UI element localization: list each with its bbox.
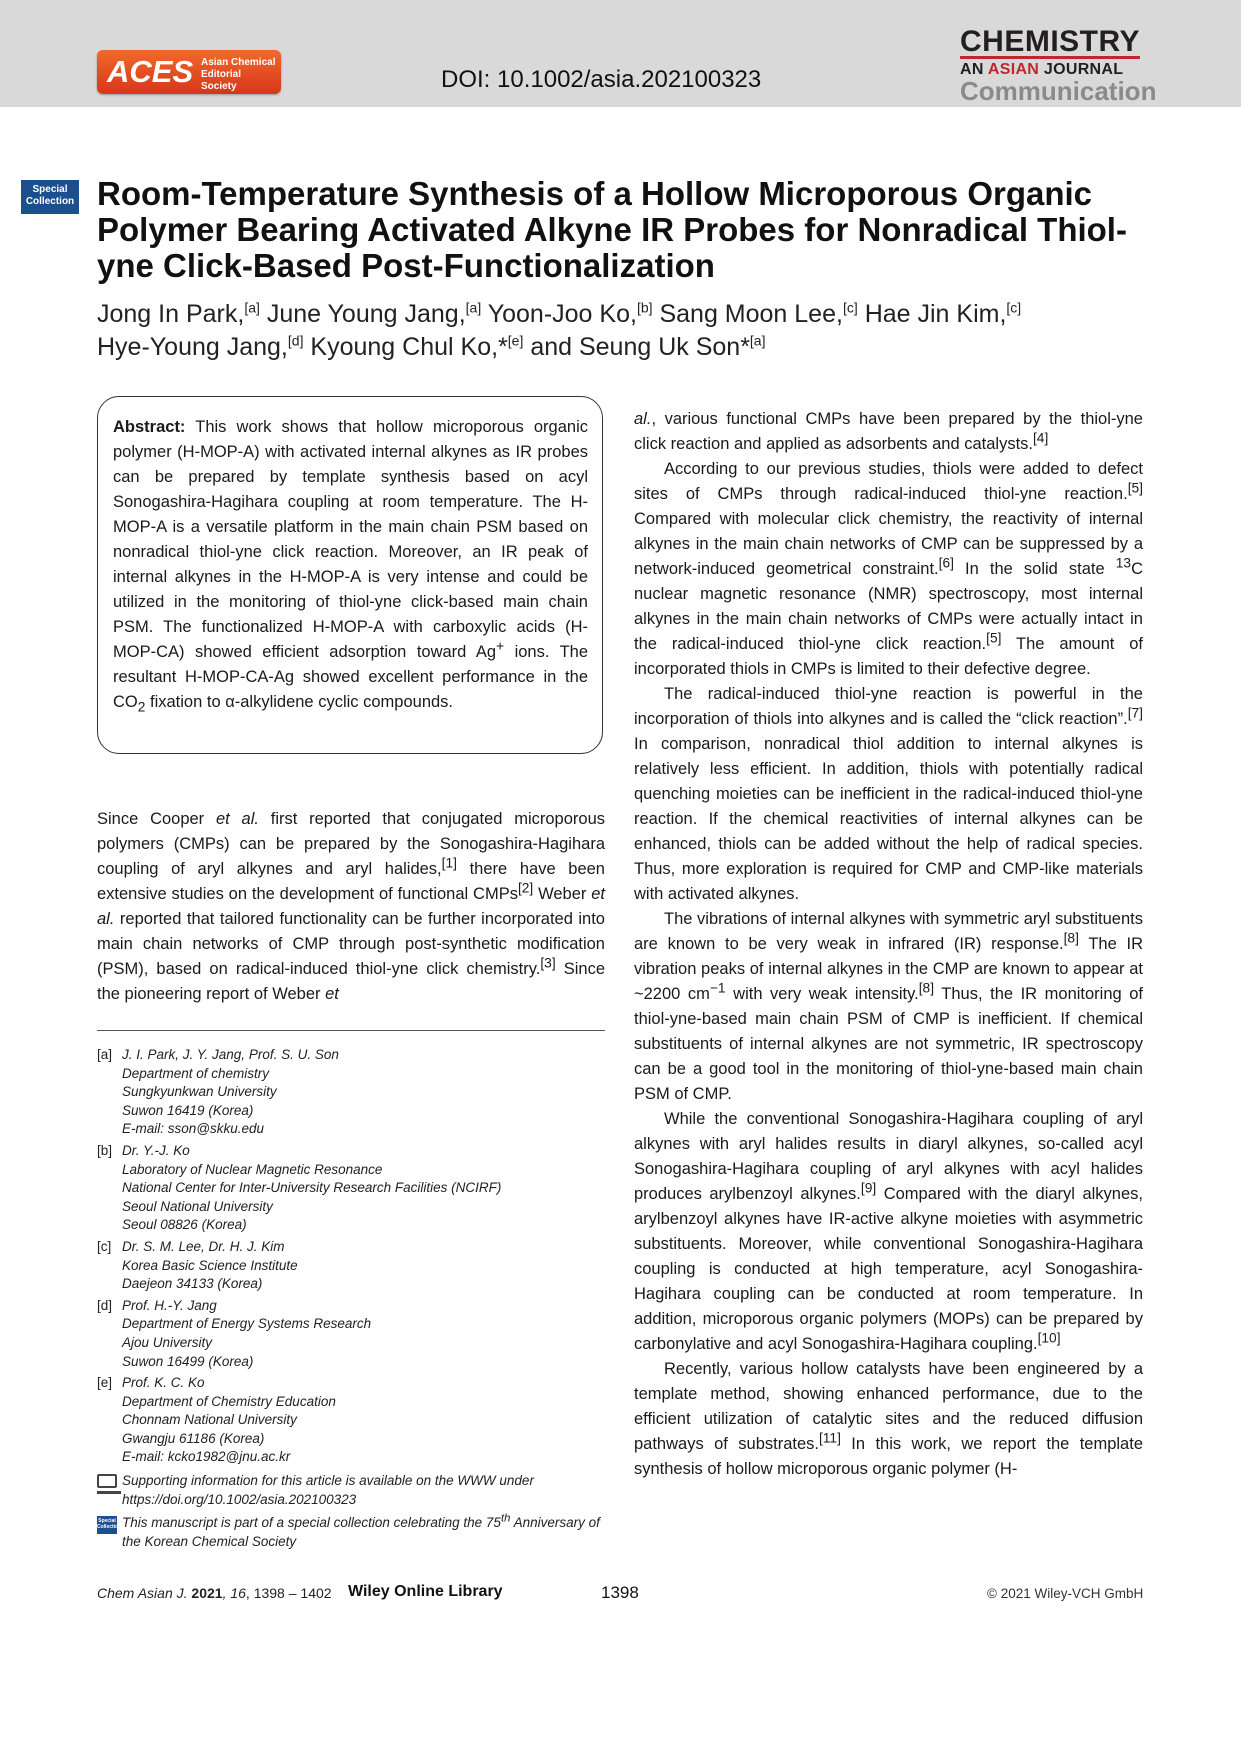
intro-paragraph: Since Cooper et al. first reported that conjugated microporous polymers (CMPs) can be prepared by the Sonogashira-Hagihara coupling of aryl alkynes and aryl halides,[1] there have been extensive studies on the development of functional CMPs[2] Weber et al. reported that tailored functionality can be further incorporated into main chain networks of CMP through post-synthetic modification (PSM), based on radical-induced thiol-yne click chemistry.[3] Since the pioneering report of Weber et [97, 810, 606, 1003]
author: Jong In Park, [97, 300, 245, 328]
supporting-info-note[interactable]: Supporting information for this article is available on the WWW under https://doi.org/10.1002/asia.202100323 [97, 1472, 605, 1509]
body-paragraph: According to our previous studies, thiols were added to defect sites of CMPs through radical-induced thiol-yne reaction.[5] Compared with molecular click chemistry, the reactivity of internal alkynes in the main chain networks of CMP can be suppressed by a network-induced geometrical constraint.[6] In the solid state $^{13}$C nuclear magnetic resonance (NMR) spectroscopy, most internal alkynes in the main chain networks of CMPs were actually intact in the radical-induced thiol-yne click reaction.[5] The amount of incorporated thiols in CMPs is limited to their defective degree. [634, 460, 1144, 678]
aces-logo-word: ACES [107, 54, 194, 89]
author: Yoon-Joo Ko, [487, 300, 637, 328]
citation-ref: [7] [1127, 705, 1143, 721]
email-link: E-mail: kcko1982@jnu.ac.kr [122, 1449, 291, 1465]
affiliation-d: [d] Prof. H.-Y. Jang Department of Energy Systems Research Ajou University Suwon 16499 (Korea) [97, 1297, 372, 1369]
aces-logo[interactable] [97, 50, 281, 94]
email-link: E-mail: sson@skku.edu [122, 1121, 265, 1137]
body-paragraph: While the conventional Sonogashira-Hagihara coupling of aryl alkynes with aryl halides results in diaryl alkynes, so-called acyl Sonogashira-Hagihara coupling of aryl alkynes with acyl halides produces arylbenzoyl alkynes.[9] Compared with the diaryl alkynes, arylbenzoyl alkynes have IR-active alkyne moieties with asymmetric substituents. Moreover, while conventional Sonogashira-Hagihara coupling is conducted at high temperature, acyl Sonogashira-Hagihara coupling can be conducted at room temperature. In addition, microporous organic polymers (MOPs) can be prepared by carbonylative and acyl Sonogashira-Hagihara coupling.[10] [634, 1110, 1143, 1353]
article-title: Room-Temperature Synthesis of a Hollow Microporous Organic Polymer Bearing Activated Alkyne IR Probes for Nonradical Thiol-yne Click-Based Post-Functionalization [97, 175, 1127, 284]
citation-ref: [6] [938, 555, 954, 571]
citation-ref: [5] [1127, 480, 1143, 496]
computer-icon [97, 1474, 117, 1488]
author: Hye-Young Jang, [97, 333, 288, 361]
affiliation-c: [c] Dr. S. M. Lee, Dr. H. J. Kim Korea Basic Science Institute Daejeon 34133 (Korea) [97, 1238, 298, 1292]
footnote-divider [97, 1030, 605, 1031]
abstract-label: Abstract: [113, 418, 186, 436]
special-collection-badge: Special Collection [21, 180, 79, 214]
author: Hae Jin Kim, [864, 300, 1007, 328]
citation-ref: [4] [1032, 430, 1049, 446]
abstract-box: Abstract: This work shows that hollow microporous organic polymer (H-MOP-A) with activated internal alkynes as IR probes can be prepared by template synthesis based on acyl Sonogashira-Hagihara coupling at room temperature. The H-MOP-A is a versatile platform in the main chain PSM based on nonradical thiol-yne click reaction. Moreover, an IR peak of internal alkynes in the H-MOP-A is very intense and could be utilized in the monitoring of thiol-yne click-based main chain PSM. The functionalized H-MOP-A with carboxylic acids (H-MOP-CA) showed efficient adsorption toward Ag+ ions. The resultant H-MOP-CA-Ag showed excellent performance in the $CO_2$ fixation to α-alkylidene cyclic compounds. [97, 396, 603, 754]
journal-name-chemistry: CHEMISTRY [960, 25, 1141, 58]
citation-ref: [1] [441, 855, 457, 871]
citation-ref: [3] [540, 955, 556, 971]
body-paragraph: Recently, various hollow catalysts have been engineered by a template method, showing enhanced performance, due to the efficient utilization of catalytic sites and the reduced diffusion pathways of substrates.[11] In this work, we report the template synthesis of hollow microporous organic polymer (H- [634, 1360, 1143, 1478]
body-paragraph: al., various functional CMPs have been prepared by the thiol-yne click reaction and applied as adsorbents and catalysts.[4] [634, 410, 1143, 453]
right-column-body [634, 407, 1143, 1482]
author: and Seung Uk Son* [530, 333, 750, 361]
journal-logo[interactable] [960, 25, 1157, 106]
doi-label[interactable]: DOI: 10.1002/asia.202100323 [441, 66, 762, 93]
aces-logo-subtitle: Asian Chemical Editorial Society [201, 57, 276, 92]
author: Kyoung Chul Ko,* [310, 333, 508, 361]
footer-citation: Chem Asian J. 2021, 16, 1398 – 1402 [97, 1585, 332, 1601]
copyright-notice: © 2021 Wiley-VCH GmbH [987, 1586, 1144, 1601]
citation-ref: [8] [918, 980, 935, 996]
citation-ref: [9] [860, 1180, 877, 1196]
special-collection-note: Special Collection This manuscript is part of a special collection celebrating the 75th Anniversary of the Korean Chemical Society [97, 1512, 600, 1549]
affiliations [97, 1046, 605, 1551]
author-list: Jong In Park,[a] June Young Jang,[a] Yoon-Joo Ko,[b] Sang Moon Lee,[c] Hae Jin Kim,[c] Hye-Young Jang,[d] Kyoung Chul Ko,*[e] and Seung Uk Son*[a] [97, 299, 1022, 361]
body-paragraph: The vibrations of internal alkynes with symmetric aryl substituents are known to be very weak in infrared (IR) response.[8] The IR vibration peaks of internal alkynes in the CMP are known to appear at ~2200 $cm^{-1}$ with very weak intensity.[8] Thus, the IR monitoring of thiol-yne-based main chain PSM of CMP is inefficient. If chemical substituents of internal alkynes are not symmetric, IR spectroscopy can be a good tool in the monitoring of thiol-yne-based main chain PSM of CMP. [634, 910, 1144, 1103]
citation-ref: [2] [517, 880, 534, 896]
wiley-online-library-link[interactable]: Wiley Online Library [348, 1583, 503, 1600]
body-paragraph: The radical-induced thiol-yne reaction is powerful in the incorporation of thiols into alkynes and is called the “click reaction”.[7] In comparison, nonradical thiol addition to internal alkynes is relatively less efficient. In addition, thiols with potentially radical quenching moieties can be inefficient in the radical-induced thiol-yne reaction. If the chemical reactivities of internal alkynes can be enhanced, thiols can be added without the help of radical species. Thus, more exploration is required for CMP and CMP-like materials with activated alkynes. [634, 685, 1143, 903]
citation-ref: [10] [1037, 1330, 1061, 1346]
affiliation-a: [a] J. I. Park, J. Y. Jang, Prof. S. U. Son Department of chemistry Sungkyunkwan University Suwon 16419 (Korea) E-mail: sson@skku.edu [97, 1046, 605, 1139]
journal-name-asian-journal: AN ASIAN JOURNAL [960, 61, 1124, 78]
author: Sang Moon Lee, [659, 300, 843, 328]
citation-ref: [11] [818, 1430, 841, 1446]
affiliation-b: [b] Dr. Y.-J. Ko Laboratory of Nuclear Magnetic Resonance National Center for Inter-University Research Facilities (NCIRF) Seoul National University Seoul 08826 (Korea) [97, 1142, 502, 1233]
affiliation-e: [e] Prof. K. C. Ko Department of Chemistry Education Chonnam National University Gwangju 61186 (Korea) E-mail: kcko1982@jnu.ac.kr [97, 1374, 605, 1467]
citation-ref: [5] [986, 630, 1002, 646]
citation-ref: [8] [1063, 930, 1079, 946]
article-type-label: Communication [960, 76, 1157, 106]
special-collection-icon: Special Collection [97, 1516, 117, 1534]
page-number: 1398 [601, 1583, 639, 1602]
author: June Young Jang, [266, 300, 466, 328]
